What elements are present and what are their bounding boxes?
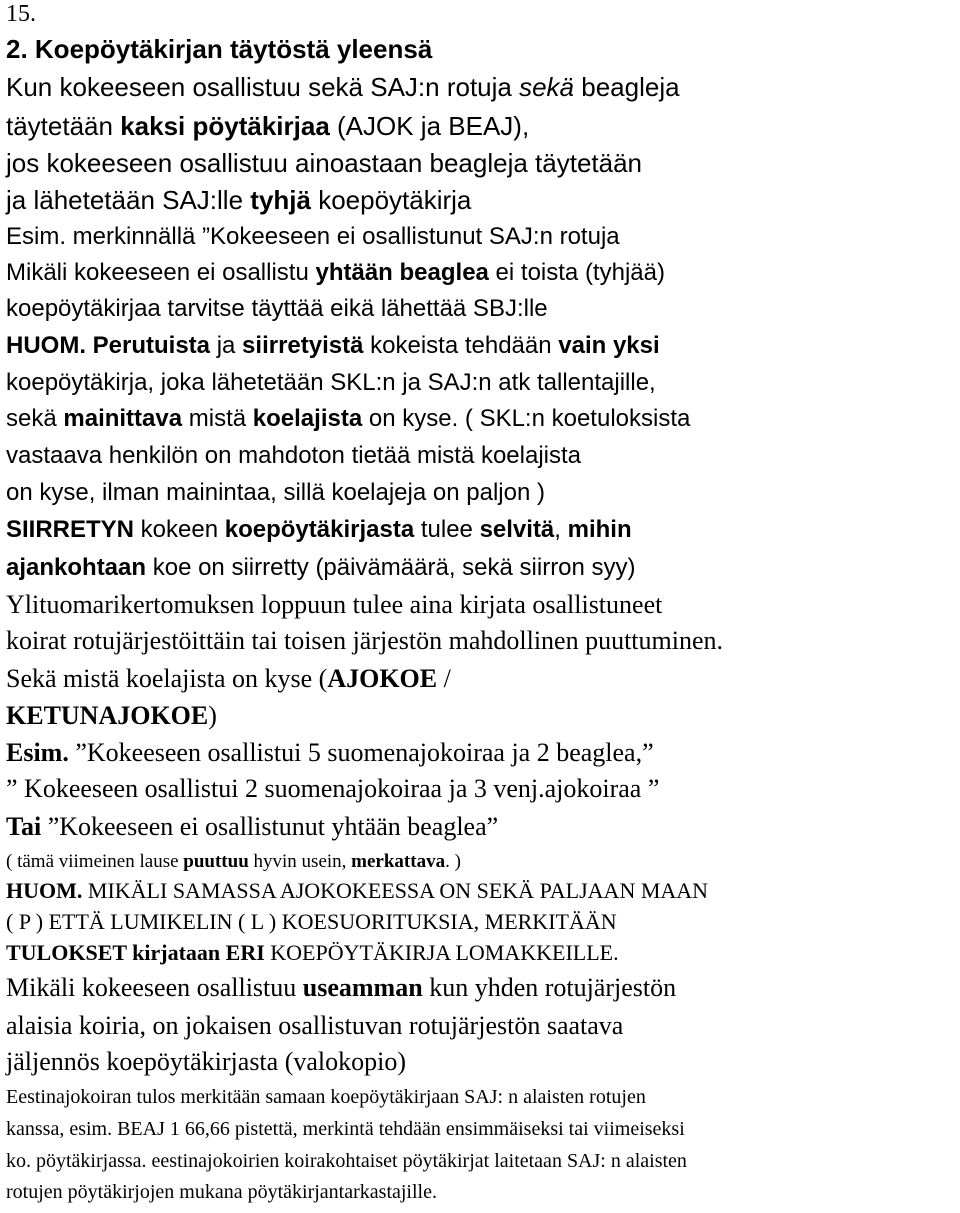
- huom-caps-line: TULOKSET kirjataan ERI KOEPÖYTÄKIRJA LOMAKKEILLE.: [6, 940, 619, 965]
- multi-club-line: alaisia koiria, on jokaisen osallistuvan rotujärjestön saatava: [6, 1011, 624, 1040]
- intro-line: koepöytäkirjaa tarvitse täyttää eikä lähettää SBJ:lle: [6, 295, 548, 322]
- intro-line: Mikäli kokeeseen ei osallistu yhtään beaglea ei toista (tyhjää): [6, 259, 665, 286]
- judge-report-line: Ylituomarikertomuksen loppuun tulee aina kirjata osallistuneet: [6, 590, 663, 619]
- huom-caps-line: HUOM. MIKÄLI SAMASSA AJOKOKEESSA ON SEKÄ PALJAAN MAAN: [6, 878, 709, 903]
- intro-line: Kun kokeeseen osallistuu sekä SAJ:n rotuja sekä beagleja: [6, 72, 680, 102]
- intro-line: täytetään kaksi pöytäkirjaa (AJOK ja BEAJ),: [6, 111, 530, 141]
- multi-club-line: Mikäli kokeeseen osallistuu useamman kun yhden rotujärjestön: [6, 973, 677, 1002]
- example-line: Esim. ”Kokeeseen osallistui 5 suomenajokoiraa ja 2 beaglea,”: [6, 738, 654, 767]
- example-note: Esim. merkinnällä ”Kokeeseen ei osallistunut SAJ:n rotuja: [6, 223, 620, 250]
- judge-report-line: koirat rotujärjestöittäin tai toisen järjestön mahdollinen puuttuminen.: [6, 626, 724, 655]
- example-line: ” Kokeeseen osallistui 2 suomenajokoiraa ja 3 venj.ajokoiraa ”: [6, 774, 660, 803]
- judge-report-line: Sekä mistä koelajista on kyse (AJOKOE /: [6, 664, 451, 693]
- estonian-hound-line: Eestinajokoiran tulos merkitään samaan koepöytäkirjaan SAJ: n alaisten rotujen: [6, 1086, 646, 1108]
- judge-report-line: KETUNAJOKOE): [6, 701, 217, 730]
- example-line: Tai ”Kokeeseen ei osallistunut yhtään beaglea”: [6, 812, 499, 841]
- multi-club-line: jäljennös koepöytäkirjasta (valokopio): [6, 1047, 407, 1076]
- postponed-note-line: SIIRRETYN kokeen koepöytäkirjasta tulee selvitä, mihin: [6, 516, 632, 543]
- page-number: 15.: [6, 1, 36, 27]
- huom-note-line: vastaava henkilön on mahdoton tietää mistä koelajista: [6, 442, 582, 469]
- huom-note-line: koepöytäkirja, joka lähetetään SKL:n ja SAJ:n atk tallentajille,: [6, 369, 656, 396]
- huom-note-line: sekä mainittava mistä koelajista on kyse. ( SKL:n koetuloksista: [6, 405, 691, 432]
- estonian-hound-line: ko. pöytäkirjassa. eestinajokoirien koirakohtaiset pöytäkirjat laitetaan SAJ: n alaisten: [6, 1150, 687, 1172]
- postponed-note-line: ajankohtaan koe on siirretty (päivämäärä, sekä siirron syy): [6, 554, 636, 581]
- intro-line: jos kokeeseen osallistuu ainoastaan beagleja täytetään: [6, 148, 643, 178]
- example-remark: ( tämä viimeinen lause puuttuu hyvin usein, merkattava. ): [6, 851, 461, 872]
- intro-line: ja lähetetään SAJ:lle tyhjä koepöytäkirja: [6, 185, 472, 215]
- section-heading: 2. Koepöytäkirjan täytöstä yleensä: [6, 34, 433, 64]
- estonian-hound-line: kanssa, esim. BEAJ 1 66,66 pistettä, merkintä tehdään ensimmäiseksi tai viimeiseksi: [6, 1118, 685, 1140]
- huom-note-line: on kyse, ilman mainintaa, sillä koelajeja on paljon ): [6, 479, 545, 506]
- huom-note-line: HUOM. Perutuista ja siirretyistä kokeista tehdään vain yksi: [6, 332, 660, 359]
- huom-caps-line: ( P ) ETTÄ LUMIKELIN ( L ) KOESUORITUKSIA, MERKITÄÄN: [6, 909, 617, 934]
- estonian-hound-line: rotujen pöytäkirjojen mukana pöytäkirjantarkastajille.: [6, 1181, 437, 1203]
